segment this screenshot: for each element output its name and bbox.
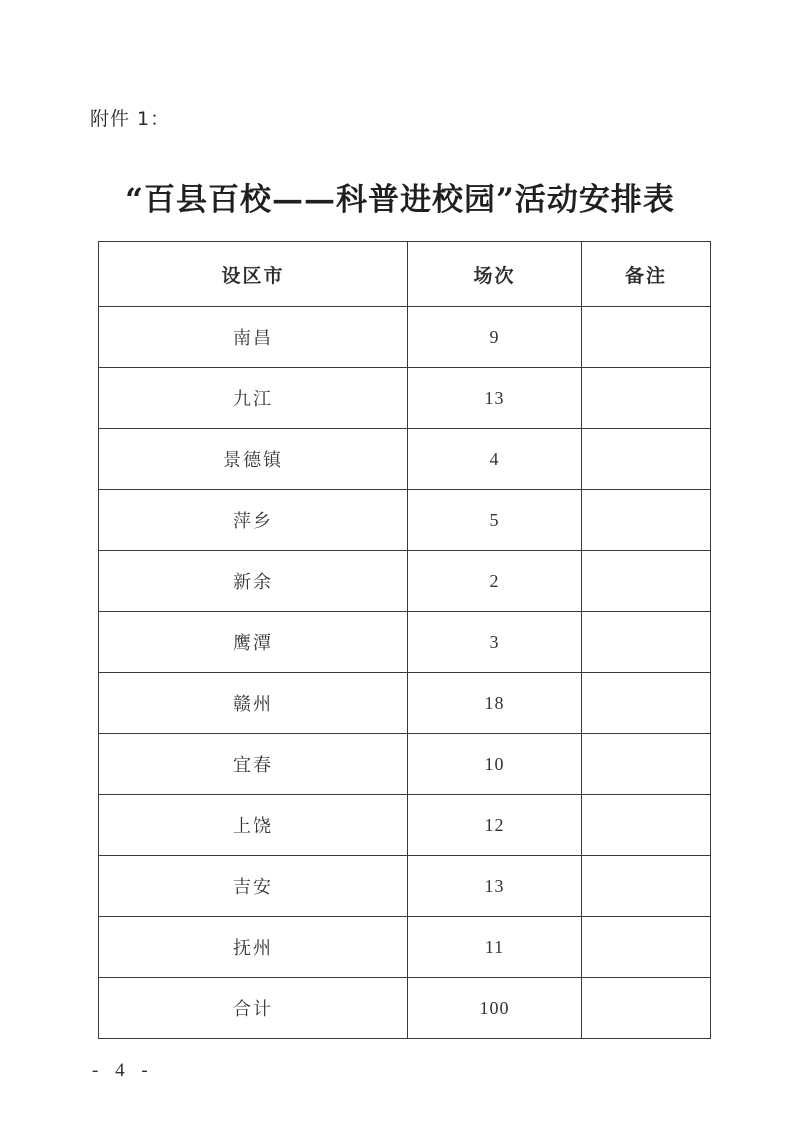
note-cell [582, 917, 711, 978]
table-row [99, 551, 711, 612]
schedule-table [98, 241, 711, 1039]
note-cell [582, 307, 711, 368]
note-cell [582, 368, 711, 429]
document-title: “百县百校——科普进校园”活动安排表 [125, 182, 675, 218]
city-cell: 景德镇 [99, 429, 408, 490]
count-cell: 5 [408, 490, 582, 551]
note-cell [582, 490, 711, 551]
table-row [99, 734, 711, 795]
note-cell [582, 978, 711, 1039]
city-cell: 宜春 [99, 734, 408, 795]
note-cell [582, 551, 711, 612]
count-cell: 12 [408, 795, 582, 856]
table-row [99, 917, 711, 978]
city-cell: 抚州 [99, 917, 408, 978]
table-row [99, 490, 711, 551]
attachment-label: 附件 1： [90, 108, 171, 130]
header-count: 场次 [408, 242, 582, 307]
city-cell: 上饶 [99, 795, 408, 856]
note-cell [582, 429, 711, 490]
total-count-cell: 100 [408, 978, 582, 1039]
table-row [99, 856, 711, 917]
note-cell [582, 856, 711, 917]
page-number: - 4 - [92, 1060, 154, 1081]
table-row [99, 307, 711, 368]
total-label-cell: 合计 [99, 978, 408, 1039]
city-cell: 新余 [99, 551, 408, 612]
header-city: 设区市 [99, 242, 408, 307]
table-row [99, 429, 711, 490]
note-cell [582, 673, 711, 734]
count-cell: 2 [408, 551, 582, 612]
note-cell [582, 612, 711, 673]
count-cell: 9 [408, 307, 582, 368]
city-cell: 赣州 [99, 673, 408, 734]
city-cell: 南昌 [99, 307, 408, 368]
count-cell: 13 [408, 856, 582, 917]
table-row [99, 795, 711, 856]
city-cell: 吉安 [99, 856, 408, 917]
table-total-row [99, 978, 711, 1039]
table-row [99, 673, 711, 734]
table-row [99, 368, 711, 429]
table-header-row [99, 242, 711, 307]
city-cell: 萍乡 [99, 490, 408, 551]
count-cell: 4 [408, 429, 582, 490]
city-cell: 九江 [99, 368, 408, 429]
city-cell: 鹰潭 [99, 612, 408, 673]
header-note: 备注 [582, 242, 711, 307]
note-cell [582, 734, 711, 795]
table-row [99, 612, 711, 673]
count-cell: 3 [408, 612, 582, 673]
count-cell: 10 [408, 734, 582, 795]
count-cell: 18 [408, 673, 582, 734]
count-cell: 11 [408, 917, 582, 978]
note-cell [582, 795, 711, 856]
count-cell: 13 [408, 368, 582, 429]
